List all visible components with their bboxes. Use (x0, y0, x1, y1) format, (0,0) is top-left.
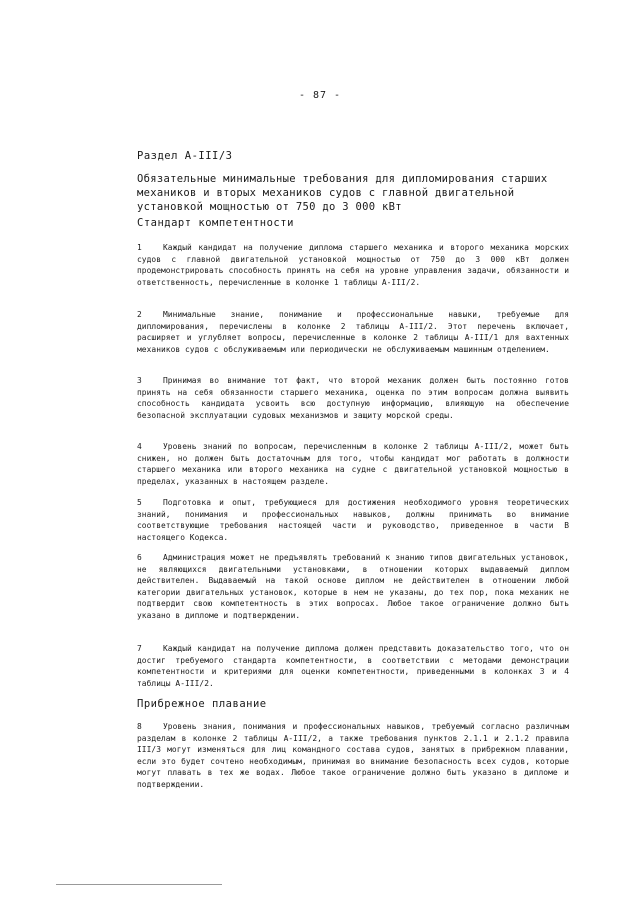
paragraph-6 (137, 552, 569, 621)
paragraph-number: 5 (137, 498, 142, 507)
paragraph-3 (137, 375, 569, 421)
main-heading-line: Обязательные минимальные требования для дипломирования старших (137, 173, 548, 185)
paragraph-text: Минимальные знание, понимание и профессиональные навыки, требуемые для дипломирования, перечислены в колонке 2 таблицы A-III/2. Этот перечень включает, расширяет и углубляет вопросы, перечисленные в колонке 2 таблицы A-III/1 для вахтенных механиков судов с обслуживаемым или периодически не обслуживаемым машинным отделением. (137, 310, 569, 354)
footer-rule (56, 884, 222, 885)
paragraph-1 (137, 242, 569, 288)
paragraph-text: Каждый кандидат на получение диплома старшего механика и второго механика морских судов с главной двигательной установкой мощностью от 750 до 3 000 кВт должен продемонстрировать способность принять на себя на уровне управления задачи, обязанности и ответственность, перечисленные в колонке 1 таблицы A-III/2. (137, 243, 569, 287)
paragraph-7 (137, 643, 569, 689)
paragraph-8 (137, 721, 569, 790)
paragraph-number: 6 (137, 553, 142, 562)
paragraph-number: 7 (137, 644, 142, 653)
subheading-competence: Стандарт компетентности (137, 217, 294, 229)
paragraph-text: Каждый кандидат на получение диплома должен представить доказательство того, что он достиг требуемого стандарта компетентности, в соответствии с методами демонстрации компетентности и критериями для оценки компетентности, приведенными в колонках 3 и 4 таблицы A-III/2. (137, 644, 569, 688)
main-heading-line: установкой мощностью от 750 до 3 000 кВт (137, 201, 402, 213)
paragraph-text: Принимая во внимание тот факт, что второй механик должен быть постоянно готов принять на себя обязанности старшего механика, оценка по этим вопросам должна выявить способность кандидата усвоить всю доступную информацию, влияющую на обеспечение безопасной эксплуатации судовых механизмов и защиту морской среды. (137, 376, 569, 420)
paragraph-number: 2 (137, 310, 142, 319)
page-number: - 87 - (298, 90, 342, 101)
main-heading-line: механиков и вторых механиков судов с главной двигательной (137, 187, 515, 199)
paragraph-number: 3 (137, 376, 142, 385)
main-heading (137, 172, 567, 214)
subheading-coastal: Прибрежное плавание (137, 698, 267, 710)
paragraph-text: Уровень знаний по вопросам, перечисленным в колонке 2 таблицы A-III/2, может быть снижен, но должен быть достаточным для того, чтобы кандидат мог работать в должности старшего механика или второго механика на судне с двигательной установкой мощностью в пределах, указанных в настоящем разделе. (137, 442, 569, 486)
paragraph-number: 4 (137, 442, 142, 451)
paragraph-number: 8 (137, 722, 142, 731)
paragraph-text: Уровень знания, понимания и профессиональных навыков, требуемый согласно различным разделам в колонке 2 таблицы A-III/2, а также требования пунктов 2.1.1 и 2.1.2 правила III/3 могут изменяться для лиц командного состава судов, занятых в прибрежном плавании, если это будет сочтено необходимым, принимая во внимание безопасность всех судов, которые могут плавать в тех же водах. Любое такое ограничение должно быть указано в дипломе и подтверждении. (137, 722, 569, 789)
paragraph-4 (137, 441, 569, 487)
section-title: Раздел A-III/3 (137, 150, 233, 162)
paragraph-2 (137, 309, 569, 355)
paragraph-5 (137, 497, 569, 543)
paragraph-text: Подготовка и опыт, требующиеся для достижения необходимого уровня теоретических знаний, понимания и профессиональных навыков, должны принимать во внимание соответствующие требования настоящей части и руководство, приведенное в части B настоящего Кодекса. (137, 498, 569, 542)
paragraph-text: Администрация может не предъявлять требований к знанию типов двигательных установок, не являющихся двигательными установками, в отношении которых выдаваемый диплом действителен. Выдаваемый на такой основе диплом не действителен в отношении любой категории двигательных установок, которые в нем не указаны, до тех пор, пока механик не подтвердит свою компетентность в этих вопросах. Любое такое ограничение должно быть указано в дипломе и подтверждении. (137, 553, 569, 620)
paragraph-number: 1 (137, 243, 142, 252)
